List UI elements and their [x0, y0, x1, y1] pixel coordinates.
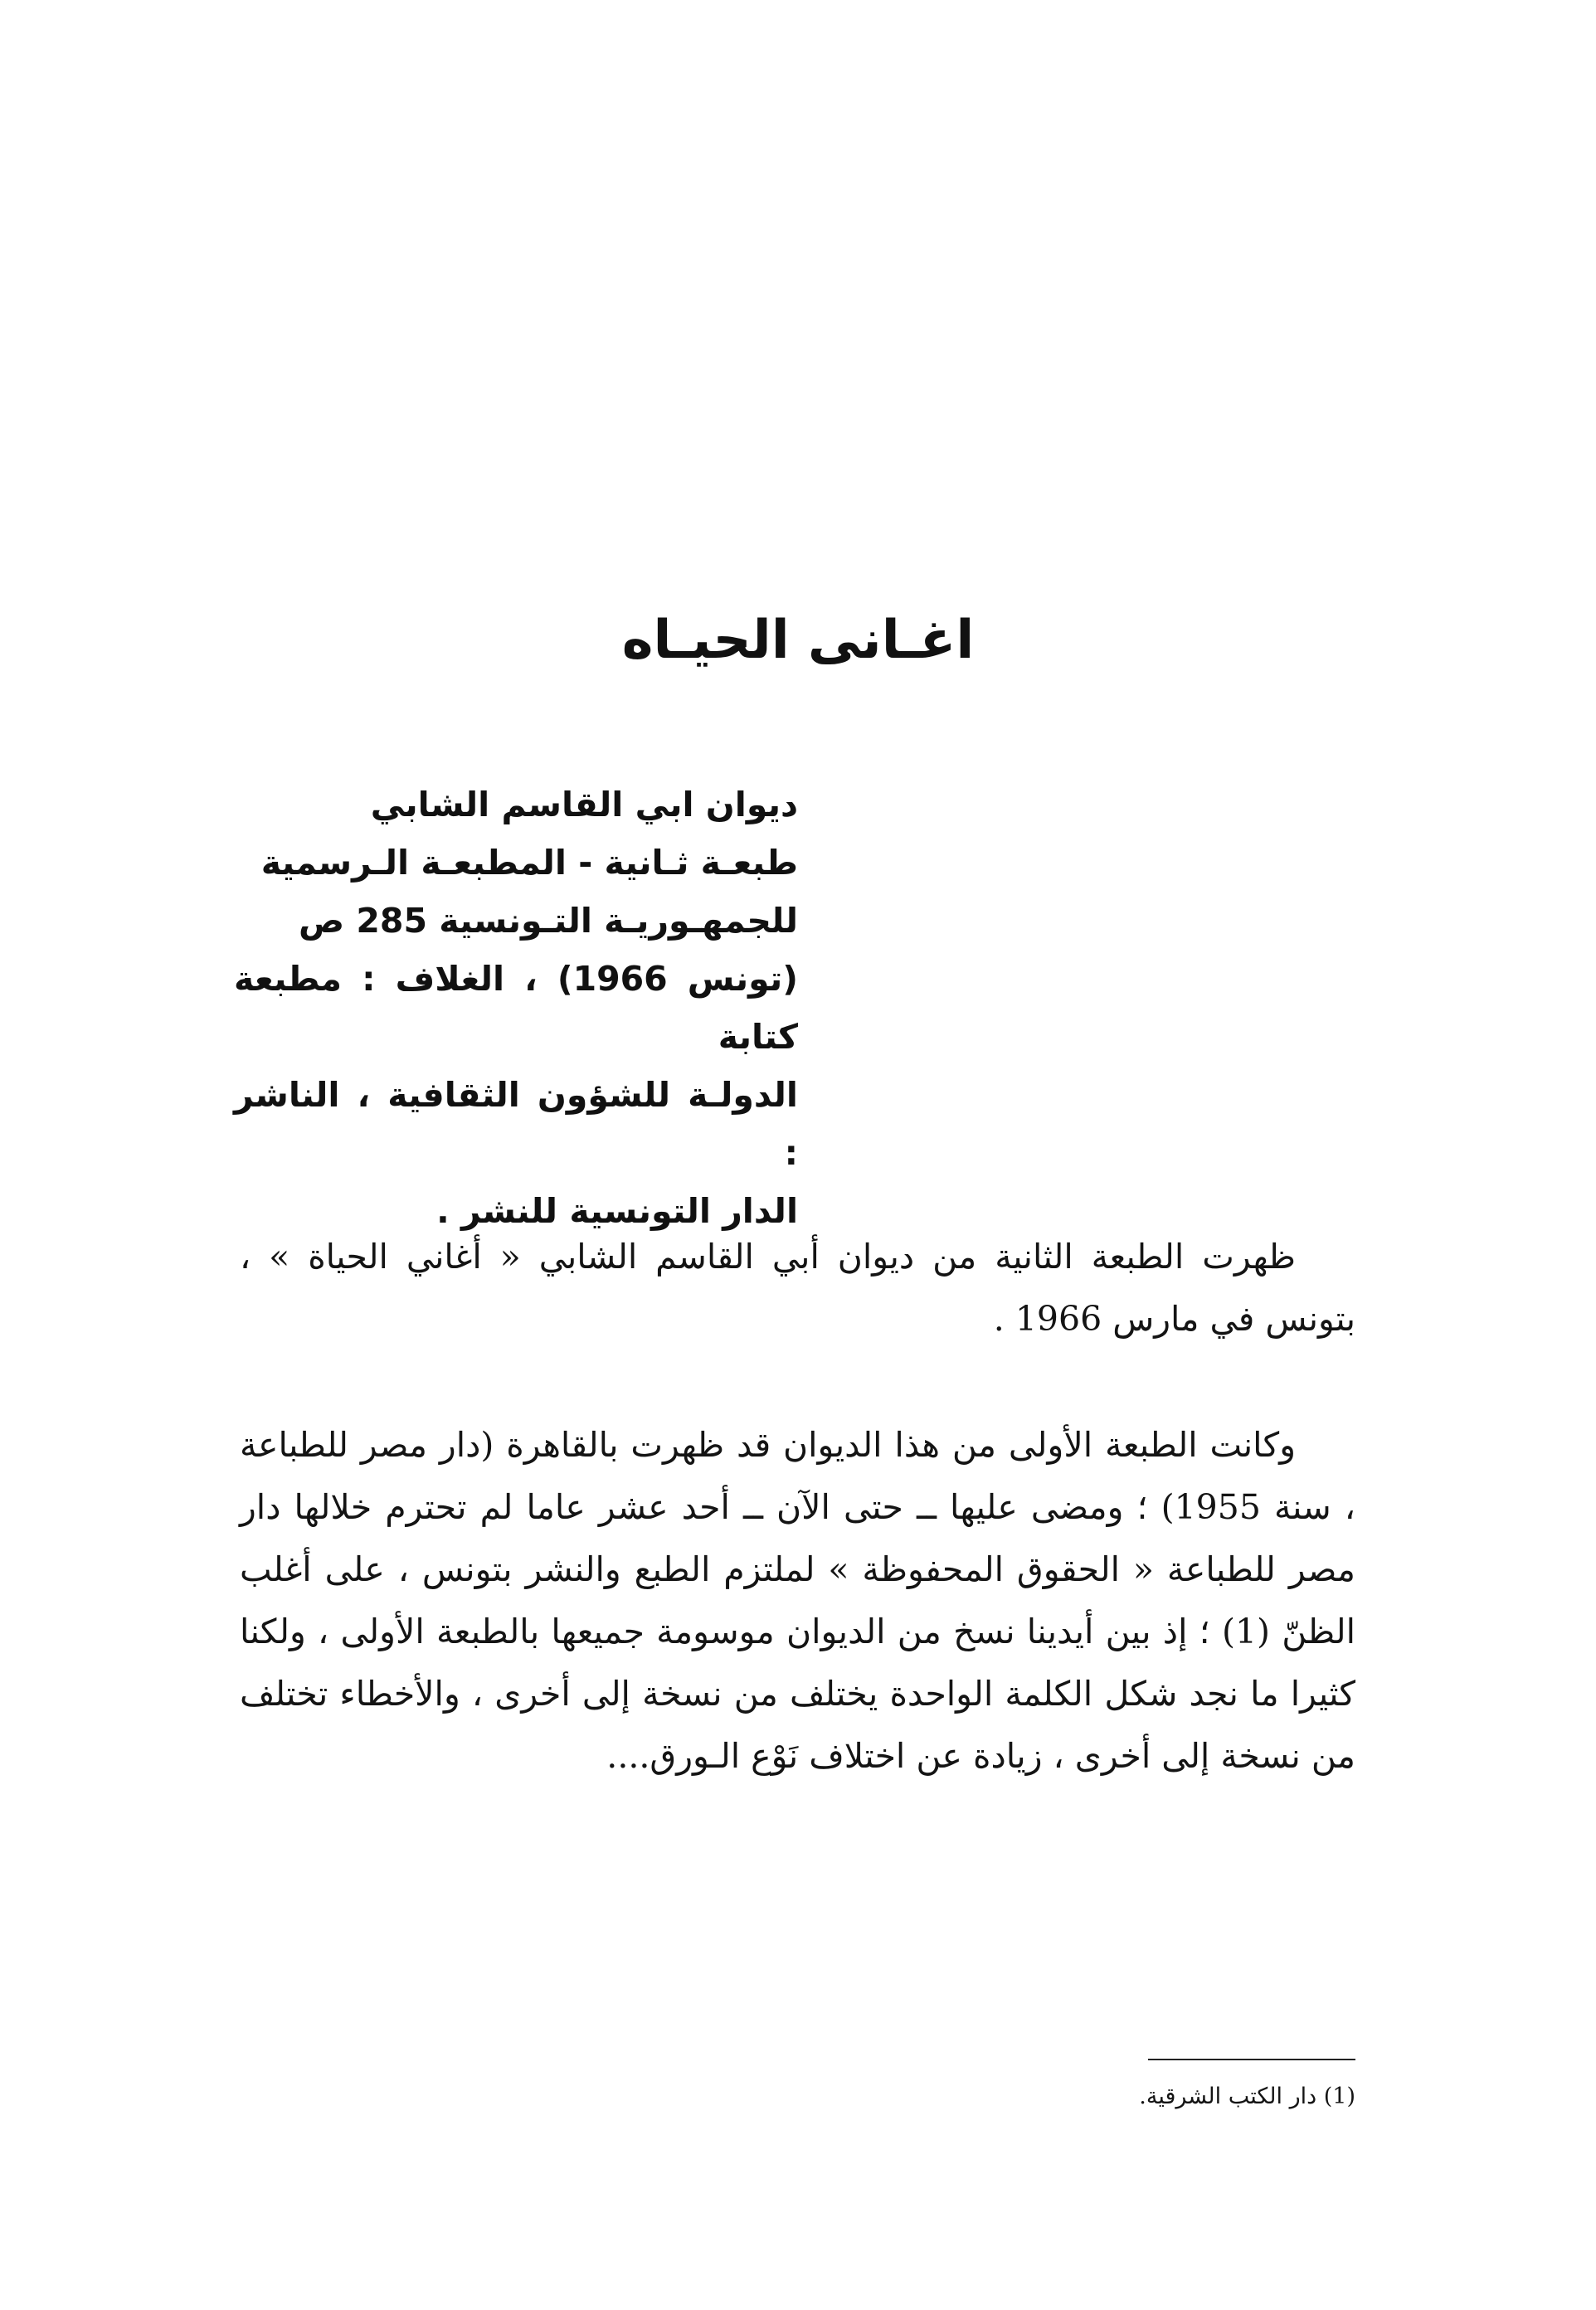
- bibliography-line: طبعـة ثـانية - المطبعـة الـرسمية: [260, 843, 798, 883]
- paragraph-second: وكانت الطبعة الأولى من هذا الديوان قد ظهرت بالقاهرة (دار مصر للطباعة ، سنة 1955) ؛ ومضى عليها ــ حتى الآن ــ أحد عشر عاما لم تحترم خلالها دار مصر للطباعة « الحقوق المحفوظة » لملتزم الطبع والنشر بتونس ، على أغلب الظنّ (1) ؛ إذ بين أيدينا نسخ من الديوان موسومة جميعها بالطبعة الأولى ، ولكنا كثيرا ما نجد شكل الكلمة الواحدة يختلف من نسخة إلى أخرى ، والأخطاء تختلف من نسخة إلى أخرى ، زيادة عن اختلاف نَوْع الـورق....: [240, 1425, 1355, 1776]
- paragraph-first: ظهرت الطبعة الثانية من ديوان أبي القاسم الشابي « أغاني الحياة » ، بتونس في مارس 1966 .: [240, 1237, 1355, 1339]
- bibliography-line: ديوان ابي القاسم الشابي: [370, 785, 798, 824]
- bibliography-line: الدار التونسية للنشر .: [436, 1191, 798, 1231]
- page-title: اغـانى الحيـاه: [621, 610, 975, 671]
- bibliography-line: (تونس 1966) ، الغلاف : مطبعة كتابة: [234, 959, 798, 1057]
- footnote: (1) دار الكتب الشرقية.: [1139, 2084, 1355, 2109]
- bibliography-line: الدولـة للشؤون الثقافية ، الناشر :: [234, 1075, 798, 1173]
- bibliography-line: للجمهـوريـة التـونسية 285 ص: [298, 901, 798, 941]
- bibliography-block: [234, 776, 798, 1240]
- footnote-divider: [1148, 2059, 1355, 2060]
